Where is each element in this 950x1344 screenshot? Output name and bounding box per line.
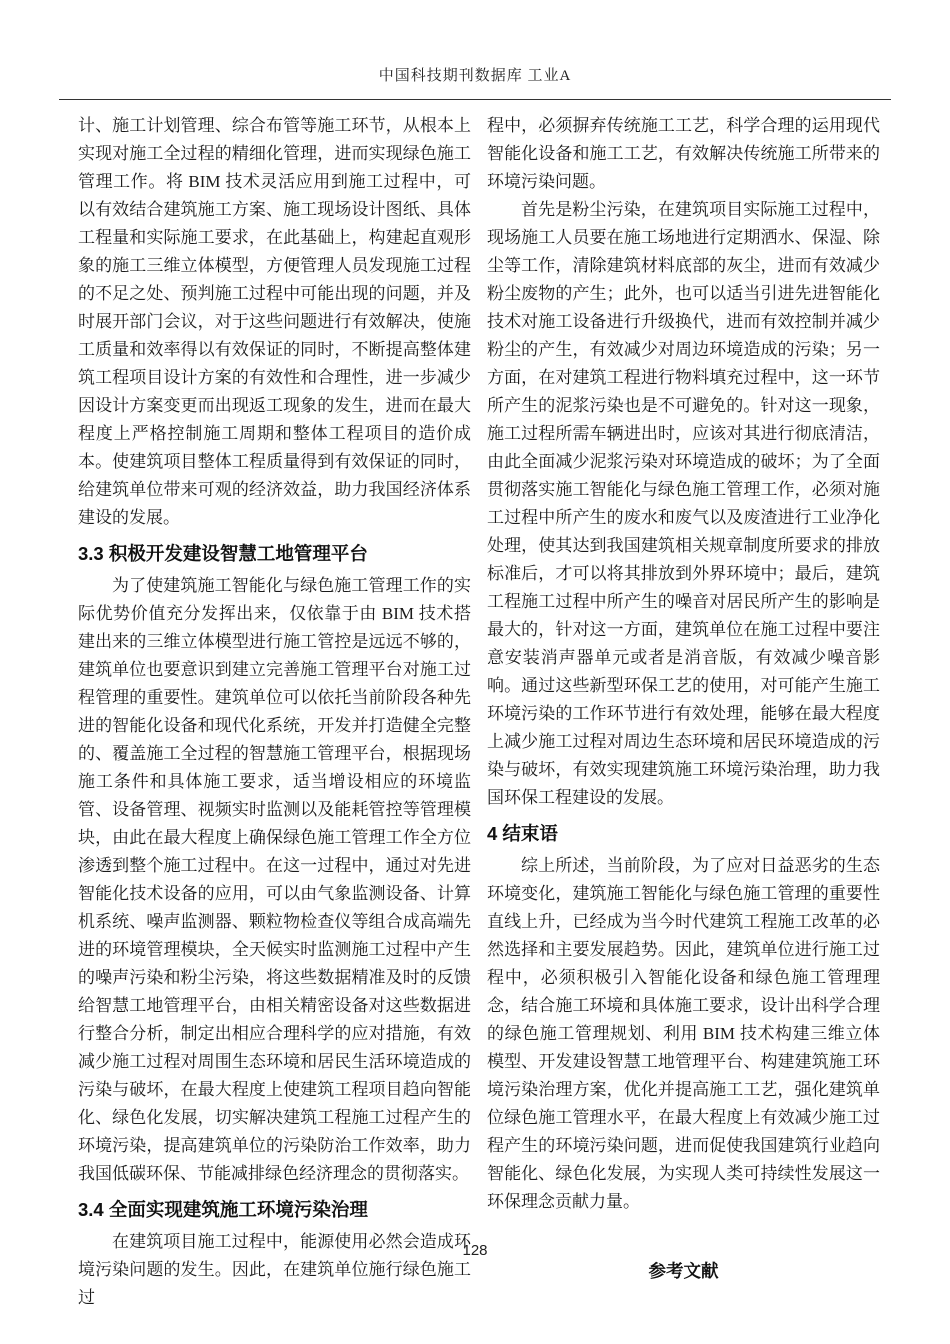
paragraph-pollution-control-start: 在建筑项目施工过程中，能源使用必然会造成环境污染问题的发生。因此，在建筑单位施行绿色施工过 xyxy=(78,1232,471,1307)
section-heading-3-3: 3.3 积极开发建设智慧工地管理平台 xyxy=(78,543,368,564)
paragraph-dust-noise-treatment: 首先是粉尘污染，在建筑项目实际施工过程中，现场施工人员要在施工场地进行定期洒水、保湿、除尘等工作，清除建筑材料底部的灰尘，进而有效减少粉尘废物的产生；此外，也可以适当引进先进智能化技术对施工设备进行升级换代，进而有效控制并减少粉尘的产生，有效减少对周边环境造成的污染；另一方面，在对建筑工程进行物料填充过程中，这一环节所产生的泥浆污染也是不可避免的。针对这一现象，施工过程所需车辆进出时，应该对其进行彻底清洁，由此全面减少泥浆污染对环境造成的破坏；为了全面贯彻落实施工智能化与绿色施工管理工作，必须对施工过程中所产生的废水和废气以及废渣进行工业净化处理，使其达到我国建筑相关规章制度所要求的排放标准后，才可以将其排放到外界环境中；最后，建筑工程施工过程中所产生的噪音对居民所产生的影响是最大的，针对这一方面，建筑单位在施工过程中要注意安装消声器单元或者是消音版，有效减少噪音影响。通过这些新型环保工艺的使用，对可能产生施工环境污染的工作环节进行有效处理，能够在最大程度上减少施工过程对周边生态环境和居民环境造成的污染与破坏，有效实现建筑施工环境污染治理，助力我国环保工程建设的发展。 xyxy=(487,200,880,807)
journal-header: 中国科技期刊数据库 工业A xyxy=(59,64,891,100)
paragraph-bim-continuation: 计、施工计划管理、综合布管等施工环节，从根本上实现对施工全过程的精细化管理，进而实现绿色施工管理工作。将 BIM 技术灵活应用到施工过程中，可以有效结合建筑施工方案、施工现场设计图纸、具体工程量和实际施工要求，在此基础上，构建起直观形象的施工三维立体模型，方便管理人员发现施工过程的不足之处、预判施工过程中可能出现的问题，并及时展开部门会议，对于这些问题进行有效解决，使施工质量和效率得以有效保证的同时，不断提高整体建筑工程项目设计方案的有效性和合理性，进一步减少因设计方案变更而出现返工现象的发生，进而在最大程度上严格控制施工周期和整体工程项目的造价成本。使建筑项目整体工程质量得到有效保证的同时，给建筑单位带来可观的经济效益，助力我国经济体系建设的发展。 xyxy=(78,116,471,527)
paragraph-smart-site-platform: 为了使建筑施工智能化与绿色施工管理工作的实际优势价值充分发挥出来，仅依靠于由 BIM 技术搭建出来的三维立体模型进行施工管控是远远不够的，建筑单位也要意识到建立完善施工管理平台对施工过程管理的重要性。建筑单位可以依托当前阶段各种先进的智能化设备和现代化系统，开发并打造健全完整的、覆盖施工全过程的智慧施工管理平台，根据现场施工条件和具体施工要求，适当增设相应的环境监管、设备管理、视频实时监测以及能耗管控等管理模块，由此在最大程度上确保绿色施工管理工作全方位渗透到整个施工过程中。在这一过程中，通过对先进智能化技术设备的应用，可以由气象监测设备、计算机系统、噪声监测器、颗粒物检查仪等组合成高端先进的环境管理模块，全天候实时监测施工过程中产生的噪声污染和粉尘污染，将这些数据精准及时的反馈给智慧工地管理平台，由相关精密设备对这些数据进行整合分析，制定出相应合理科学的应对措施，有效减少施工过程对周围生态环境和居民生活环境造成的污染与破坏，在最大程度上使建筑工程项目趋向智能化、绿色化发展，切实解决建筑工程施工过程产生的环境污染，提高建筑单位的污染防治工作效率，助力我国低碳环保、节能减排绿色经济理念的贯彻落实。 xyxy=(78,576,471,1183)
left-column xyxy=(78,112,471,1312)
two-column-body xyxy=(78,112,880,1312)
references-heading: 参考文献 xyxy=(648,1261,719,1281)
right-column xyxy=(487,112,880,1312)
page-number: 128 xyxy=(462,1242,488,1259)
section-heading-4-conclusion: 4 结束语 xyxy=(487,823,558,844)
section-heading-3-4: 3.4 全面实现建筑施工环境污染治理 xyxy=(78,1199,368,1220)
paragraph-conclusion: 综上所述，当前阶段，为了应对日益恶劣的生态环境变化，建筑施工智能化与绿色施工管理的重要性直线上升，已经成为当今时代建筑工程施工改革的必然选择和主要发展趋势。因此，建筑单位进行施工过程中，必须积极引入智能化设备和绿色施工管理理念，结合施工环境和具体施工要求，设计出科学合理的绿色施工管理规划、利用 BIM 技术构建三维立体模型、开发建设智慧工地管理平台、构建建筑施工环境污染治理方案，优化并提高施工工艺，强化建筑单位绿色施工管理水平，在最大程度上有效减少施工过程产生的环境污染问题，进而促使我国建筑行业趋向智能化、绿色化发展，为实现人类可持续性发展这一环保理念贡献力量。 xyxy=(487,856,880,1211)
paragraph-pollution-control-continuation: 程中，必须摒弃传统施工工艺，科学合理的运用现代智能化设备和施工工艺，有效解决传统施工所带来的环境污染问题。 xyxy=(487,116,880,191)
